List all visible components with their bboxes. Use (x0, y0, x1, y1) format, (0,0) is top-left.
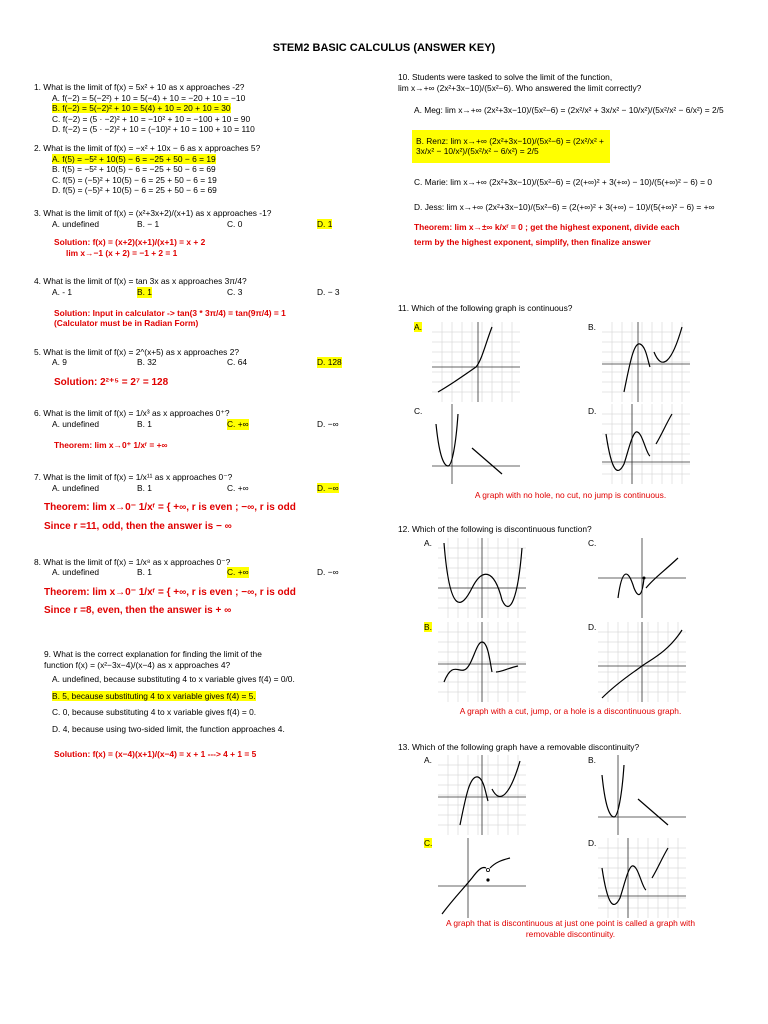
question-1-option-d: D. f(−2) = (5 · −2)² + 10 = (−10)² + 10 = 100 + 10 = 110 (52, 124, 255, 135)
question-9-text-line-2: function f(x) = (x²−3x−4)/(x−4) as x approaches 4? (44, 659, 231, 670)
question-6-text: 6. What is the limit of f(x) = 1/x³ as x approaches 0⁺? (34, 408, 230, 419)
question-4-text: 4. What is the limit of f(x) = tan 3x as x approaches 3π/4? (34, 276, 247, 287)
question-13-note-line-1: A graph that is discontinuous at just one point is called a graph with (445, 918, 696, 928)
question-3-option-a: A. undefined (52, 218, 100, 229)
question-9-option-c: C. 0, because substituting 4 to x variable gives f(4) = 0. (52, 707, 257, 718)
question-13-label-a: A. (424, 755, 432, 765)
question-6-options (52, 419, 374, 430)
graph-13b (598, 755, 686, 835)
graph-11b (602, 322, 690, 402)
question-2-option-a: A. f(5) = −5² + 10(5) − 6 = −25 + 50 − 6 = 19 (52, 153, 216, 164)
question-7-theorem: Theorem: lim x→0⁻ 1/xʳ = { +∞, r is even ; −∞, r is odd (44, 502, 296, 514)
question-12-label-b: B. (424, 622, 432, 632)
question-2 (34, 143, 374, 196)
question-7-option-c: C. +∞ (227, 482, 249, 493)
graph-13d (598, 838, 686, 918)
question-8-option-d: D. −∞ (317, 567, 339, 578)
question-13-text: 13. Which of the following graph have a removable discontinuity? (398, 742, 640, 752)
question-3-options (52, 219, 374, 230)
question-9-option-d: D. 4, because using two-sided limit, the function approaches 4. (52, 723, 285, 734)
question-10-theorem-line-2: term by the highest exponent, simplify, then finalize answer (414, 236, 651, 247)
question-2-option-b: B. f(5) = −5² + 10(5) − 6 = −25 + 50 − 6 = 69 (52, 164, 216, 175)
graph-12b (438, 622, 526, 702)
graph-11d (602, 404, 690, 484)
question-6-option-b: B. 1 (137, 419, 152, 430)
question-5-option-d: D. 128 (317, 357, 342, 368)
question-13-label-c: C. (424, 838, 433, 848)
question-11-text: 11. Which of the following graph is continuous? (398, 303, 573, 313)
question-6-theorem: Theorem: lim x→0⁺ 1/xʳ = +∞ (54, 439, 168, 450)
page-title: STEM2 BASIC CALCULUS (ANSWER KEY) (272, 42, 496, 54)
question-6-option-d: D. −∞ (317, 419, 339, 430)
question-5-option-c: C. 64 (227, 357, 248, 368)
question-6-option-a: A. undefined (52, 419, 100, 430)
question-7-options (52, 483, 374, 494)
graph-12a (438, 538, 526, 618)
question-11-label-c: C. (414, 406, 423, 416)
question-8-option-b: B. 1 (137, 567, 152, 578)
question-5-options (52, 357, 374, 368)
question-4-option-d: D. − 3 (317, 286, 340, 297)
question-12-note: A graph with a cut, jump, or a hole is a discontinuous graph. (459, 706, 682, 716)
question-1-option-a: A. f(−2) = 5(−2²) + 10 = 5(−4) + 10 = −20 + 10 = −10 (52, 92, 246, 103)
question-4-option-a: A. - 1 (52, 286, 73, 297)
question-12-label-a: A. (424, 538, 432, 548)
graph-12d (598, 622, 686, 702)
question-9-option-a: A. undefined, because substituting 4 to x variable gives f(4) = 0/0. (52, 674, 295, 685)
left-column (34, 82, 374, 759)
question-7-option-b: B. 1 (137, 482, 152, 493)
right-column (398, 72, 743, 247)
question-12-text: 12. Which of the following is discontinuous function? (398, 524, 592, 534)
question-4-options (52, 287, 374, 298)
question-4 (34, 276, 374, 328)
question-4-option-b: B. 1 (137, 286, 152, 297)
question-6 (34, 408, 374, 450)
question-10-text-line-1: 10. Students were tasked to solve the limit of the function, (398, 72, 613, 82)
question-10-option-a: A. Meg: lim x→+∞ (2x²+3x−10)/(5x²−6) = (2x²/x² + 3x/x² − 10/x²)/(5x²/x² − 6/x²) = 2/5 (414, 105, 724, 116)
question-7-conclusion: Since r =11, odd, then the answer is − ∞ (44, 521, 232, 533)
question-2-text: 2. What is the limit of f(x) = −x² + 10x − 6 as x approaches 5? (34, 142, 261, 153)
question-9 (34, 649, 374, 759)
question-10-option-c: C. Marie: lim x→+∞ (2x²+3x−10)/(5x²−6) = (2(+∞)² + 3(+∞) − 10)/(5(+∞)² − 6) = 0 (414, 176, 713, 187)
question-1-option-b: B. f(−2) = 5(−2)² + 10 = 5(4) + 10 = 20 + 10 = 30 (52, 103, 231, 114)
question-4-calculator-note: (Calculator must be in Radian Form) (54, 318, 199, 329)
question-3 (34, 208, 374, 258)
question-9-solution: Solution: f(x) = (x−4)(x+1)/(x−4) = x + 1 ---> 4 + 1 = 5 (54, 748, 257, 759)
question-3-option-b: B. − 1 (137, 218, 160, 229)
question-5-solution: Solution: 2²⁺⁵ = 2⁷ = 128 (54, 376, 169, 388)
question-9-text-line-1: 9. What is the correct explanation for finding the limit of the (44, 649, 262, 659)
question-8-theorem: Theorem: lim x→0⁻ 1/xʳ = { +∞, r is even ; −∞, r is odd (44, 586, 296, 598)
question-5-option-a: A. 9 (52, 357, 67, 368)
question-8 (34, 557, 374, 617)
question-5 (34, 347, 374, 389)
question-7 (34, 472, 374, 532)
question-3-option-c: C. 0 (227, 218, 243, 229)
question-5-text: 5. What is the limit of f(x) = 2^(x+5) as x approaches 2? (34, 346, 240, 357)
question-9-option-b: B. 5, because substituting 4 to x variable gives f(4) = 5. (52, 690, 256, 701)
question-3-solution: Solution: f(x) = (x+2)(x+1)/(x+1) = x + 2 (54, 237, 206, 248)
question-11-label-b: B. (588, 322, 596, 332)
question-2-option-d: D. f(5) = (−5)² + 10(5) − 6 = 25 + 50 − 6 = 69 (52, 185, 217, 196)
question-4-option-c: C. 3 (227, 286, 243, 297)
question-1 (34, 82, 374, 135)
question-2-option-c: C. f(5) = (−5)² + 10(5) − 6 = 25 + 50 − 6 = 19 (52, 174, 217, 185)
question-3-option-d: D. 1 (317, 218, 333, 229)
graph-11a (432, 322, 520, 402)
question-7-text: 7. What is the limit of f(x) = 1/x¹¹ as x approaches 0⁻? (34, 472, 233, 483)
question-10-option-b: B. Renz: lim x→+∞ (2x²+3x−10)/(5x²−6) = (2x²/x² + 3x/x² − 10/x²)/(5x²/x² − 6/x²) = 2/5 (416, 135, 604, 157)
question-13-label-d: D. (588, 838, 597, 848)
question-10-theorem-line-1: Theorem: lim x→±∞ k/xʳ = 0 ; get the highest exponent, divide each (414, 222, 680, 233)
question-1-text: 1. What is the limit of f(x) = 5x² + 10 as x approaches -2? (34, 82, 245, 92)
question-13-note-line-2: removable discontinuity. (525, 929, 616, 939)
question-10 (398, 72, 743, 247)
graph-12c (598, 538, 686, 618)
question-8-text: 8. What is the limit of f(x) = 1/x⁸ as x approaches 0⁻? (34, 556, 231, 567)
question-8-options (52, 567, 374, 578)
question-8-option-c: C. +∞ (227, 567, 249, 578)
question-10-option-d: D. Jess: lim x→+∞ (2x²+3x−10)/(5x²−6) = (2(+∞)² + 3(+∞) − 10)/(5(+∞)² − 6) = +∞ (414, 201, 715, 212)
question-8-option-a: A. undefined (52, 567, 100, 578)
question-3-text: 3. What is the limit of f(x) = (x²+3x+2)/(x+1) as x approaches -1? (34, 207, 272, 218)
question-7-option-a: A. undefined (52, 482, 100, 493)
question-5-option-b: B. 32 (137, 357, 157, 368)
question-1-option-c: C. f(−2) = (5 · −2)² + 10 = −10² + 10 = −100 + 10 = 90 (52, 113, 251, 124)
question-4-solution: Solution: Input in calculator -> tan(3 * 3π/4) = tan(9π/4) = 1 (54, 307, 286, 318)
question-12-label-d: D. (588, 622, 597, 632)
graph-13a (438, 755, 526, 835)
question-10-text-line-2: lim x→+∞ (2x²+3x−10)/(5x²−6). Who answered the limit correctly? (398, 82, 642, 93)
question-12-label-c: C. (588, 538, 597, 548)
question-7-option-d: D. −∞ (317, 482, 339, 493)
question-6-option-c: C. +∞ (227, 419, 249, 430)
graph-11c (432, 404, 520, 484)
question-11-label-d: D. (588, 406, 597, 416)
question-3-solution-limit: lim x→−1 (x + 2) = −1 + 2 = 1 (66, 247, 178, 258)
question-11-note: A graph with no hole, no cut, no jump is continuous. (474, 490, 667, 500)
question-8-conclusion: Since r =8, even, then the answer is + ∞ (44, 605, 232, 617)
graph-13c (438, 838, 526, 918)
question-13-label-b: B. (588, 755, 596, 765)
question-11-label-a: A. (414, 322, 422, 332)
